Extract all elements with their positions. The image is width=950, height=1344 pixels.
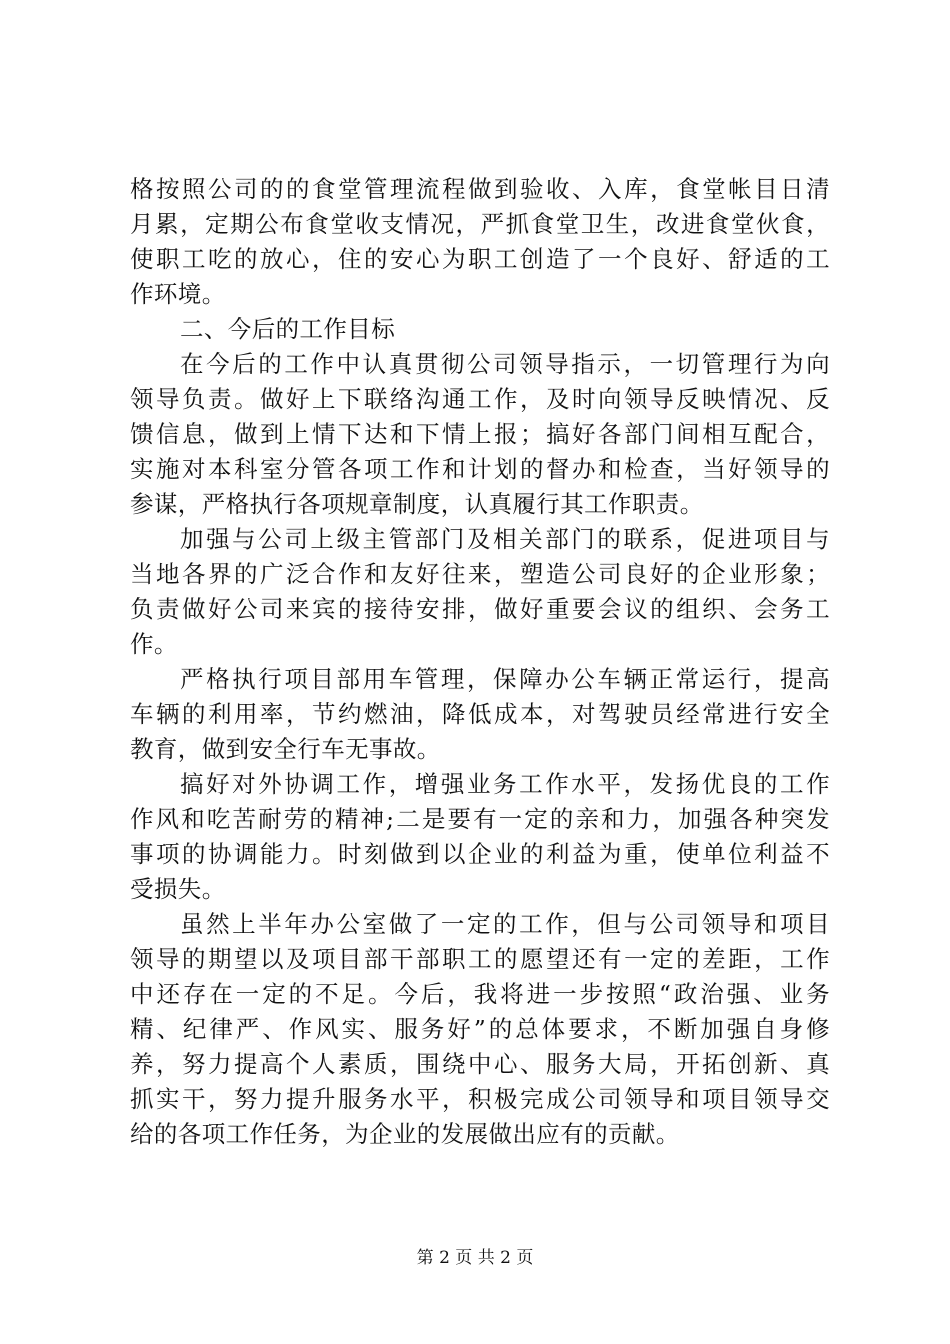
text-line: 作。 [130,630,178,658]
text-line: 作环境。 [130,280,226,308]
text-line: 使职工吃的放心，住的安心为职工创造了一个良好、舒适的工 [130,245,830,273]
text-line: 负责做好公司来宾的接待安排，做好重要会议的组织、会务工 [130,595,830,623]
text-line: 领导的期望以及项目部干部职工的愿望还有一定的差距，工作 [130,945,830,973]
text-line: 格按照公司的的食堂管理流程做到验收、入库，食堂帐目日清 [130,175,830,203]
text-line: 虽然上半年办公室做了一定的工作，但与公司领导和项目 [180,910,830,938]
text-line: 领导负责。做好上下联络沟通工作，及时向领导反映情况、反 [130,385,830,413]
text-line: 严格执行项目部用车管理，保障办公车辆正常运行，提高 [180,665,830,693]
text-line: 月累，定期公布食堂收支情况，严抓食堂卫生，改进食堂伙食， [130,210,830,238]
text-line: 加强与公司上级主管部门及相关部门的联系，促进项目与 [180,525,830,553]
page-number-footer: 第 2 页 共 2 页 [416,1248,534,1268]
text-line: 教育，做到安全行车无事故。 [130,735,441,763]
text-line: 当地各界的广泛合作和友好往来，塑造公司良好的企业形象； [130,560,830,588]
text-line: 搞好对外协调工作，增强业务工作水平，发扬优良的工作 [180,770,830,798]
text-line: 实施对本科室分管各项工作和计划的督办和检查，当好领导的 [130,455,830,483]
text-line: 参谋，严格执行各项规章制度，认真履行其工作职责。 [130,490,704,518]
section-heading: 二、今后的工作目标 [180,315,396,343]
text-line: 在今后的工作中认真贯彻公司领导指示，一切管理行为向 [180,350,830,378]
text-line: 馈信息，做到上情下达和下情上报；搞好各部门间相互配合， [130,420,830,448]
text-line: 作风和吃苦耐劳的精神;二是要有一定的亲和力，加强各种突发 [130,805,830,833]
text-line: 事项的协调能力。时刻做到以企业的利益为重，使单位利益不 [130,840,830,868]
document-body [130,172,830,1152]
text-line: 给的各项工作任务，为企业的发展做出应有的贡献。 [130,1120,680,1148]
text-line: 抓实干，努力提升服务水平，积极完成公司领导和项目领导交 [130,1085,830,1113]
text-line: 受损失。 [130,875,226,903]
text-line: 中还存在一定的不足。今后，我将进一步按照“政治强、业务 [130,980,830,1008]
text-line: 养，努力提高个人素质，围绕中心、服务大局，开拓创新、真 [130,1050,830,1078]
text-line: 车辆的利用率，节约燃油，降低成本，对驾驶员经常进行安全 [130,700,830,728]
text-line: 精、纪律严、作风实、服务好”的总体要求，不断加强自身修 [130,1015,830,1043]
